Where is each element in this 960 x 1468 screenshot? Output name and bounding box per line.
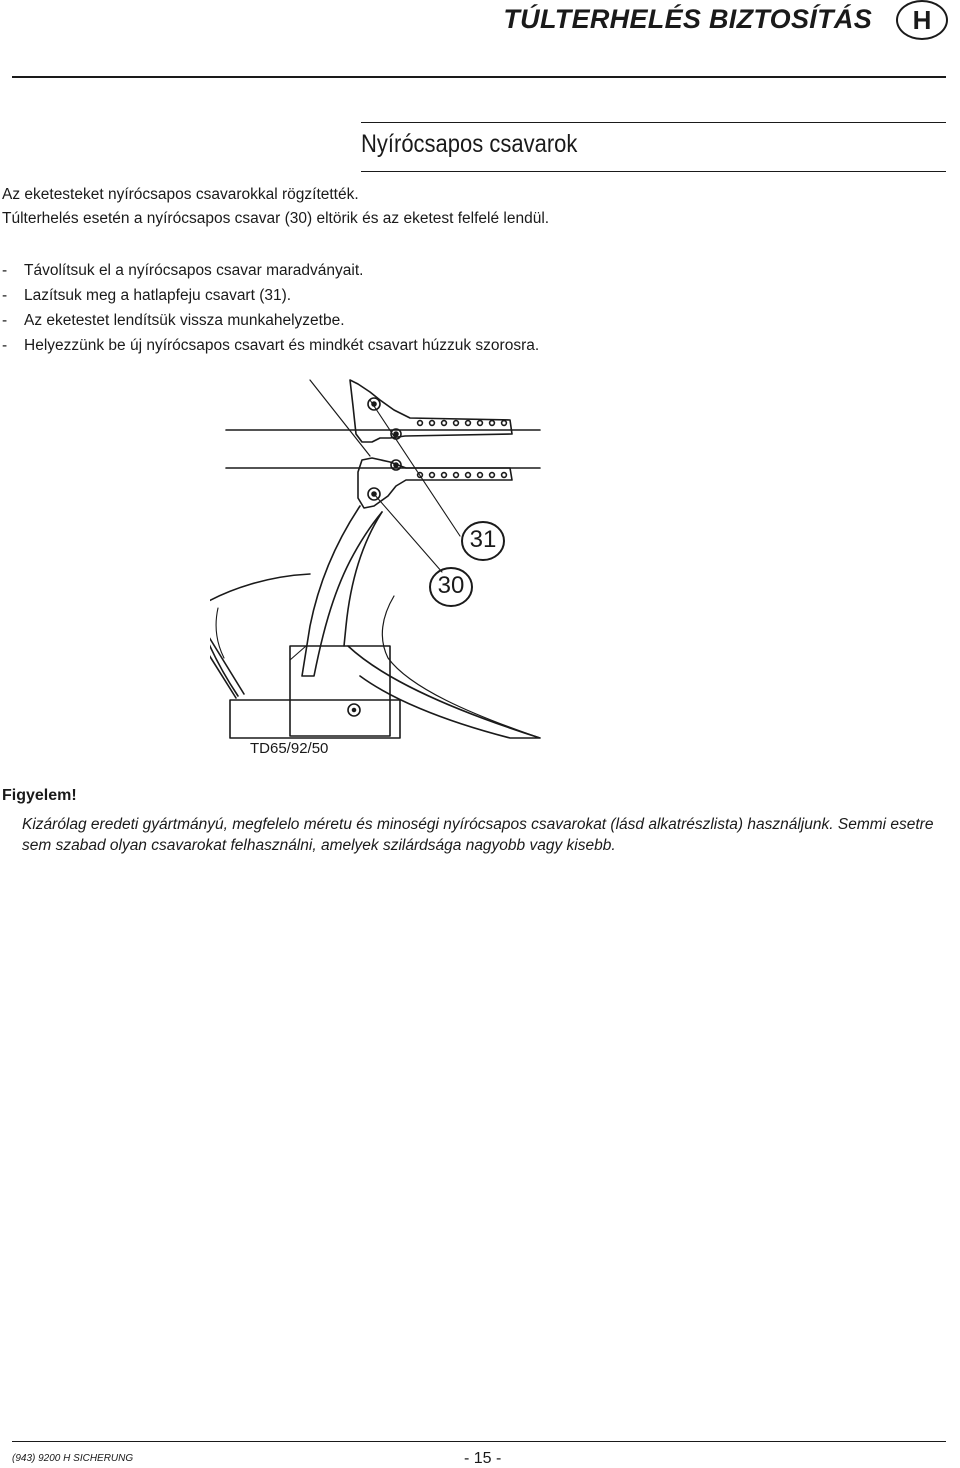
language-badge: [896, 0, 948, 40]
header-rule: [12, 76, 946, 78]
section-rule-top: [361, 122, 946, 123]
step-item: - Helyezzünk be új nyírócsapos csavart és mindkét csavart húzzuk szorosra.: [2, 337, 540, 354]
step-text: Helyezzünk be új nyírócsapos csavart és mindkét csavart húzzuk szorosra.: [24, 337, 540, 354]
shank-front: [302, 506, 382, 676]
landside: [230, 700, 400, 738]
callout-31-label: 31: [469, 526, 497, 553]
step-text: Lazítsuk meg a hatlapfeju csavart (31).: [24, 287, 292, 304]
section-rule-bottom: [361, 171, 946, 172]
step-item: - Az eketestet lendítsük vissza munkahelyzetbe.: [2, 312, 345, 329]
mouldboard-edge: [210, 616, 238, 696]
step-text: Távolítsuk el a nyírócsapos csavar maradványait.: [24, 262, 364, 279]
leader-30: [374, 494, 442, 572]
page-header-title: TÚLTERHELÉS BIZTOSÍTÁS: [503, 4, 872, 34]
callout-30-label: 30: [437, 572, 465, 599]
section-title: Nyírócsapos csavarok: [361, 130, 578, 158]
language-letter: H: [912, 4, 932, 35]
warning-title: Figyelem!: [2, 787, 77, 804]
step-item: - Távolítsuk el a nyírócsapos csavar maradványait.: [2, 262, 364, 279]
lower-bracket: [358, 458, 512, 508]
upper-bracket: [350, 380, 512, 442]
lower-spring: [418, 473, 507, 478]
share: [348, 646, 540, 738]
coulter-shaft: [210, 596, 236, 698]
figure-caption: TD65/92/50: [250, 740, 329, 757]
step-text: Az eketestet lendítsük vissza munkahelyzetbe.: [24, 312, 345, 329]
warning-text: Kizárólag eredeti gyártmányú, megfelelo méretu és minoségi nyírócsapos csavarokat (lásd alkatrészlista) használjunk. Semmi esetre sem szabad olyan csavarokat felhasználni, amelyek szilárdsága nagyobb vagy kisebb.: [22, 816, 934, 854]
footer-doc-code: (943) 9200 H SICHERUNG: [12, 1453, 134, 1464]
step-item: - Lazítsuk meg a hatlapfeju csavart (31).: [2, 287, 292, 304]
page-number: - 15 -: [464, 1450, 502, 1467]
mouldboard-top: [210, 574, 310, 606]
intro-line-2: Túlterhelés esetén a nyírócsapos csavar (30) eltörik és az eketest felfelé lendül.: [2, 210, 550, 227]
intro-line-1: Az eketesteket nyírócsapos csavarokkal rögzítették.: [2, 186, 359, 203]
footer-rule: [12, 1441, 946, 1442]
upper-spring: [418, 421, 507, 426]
